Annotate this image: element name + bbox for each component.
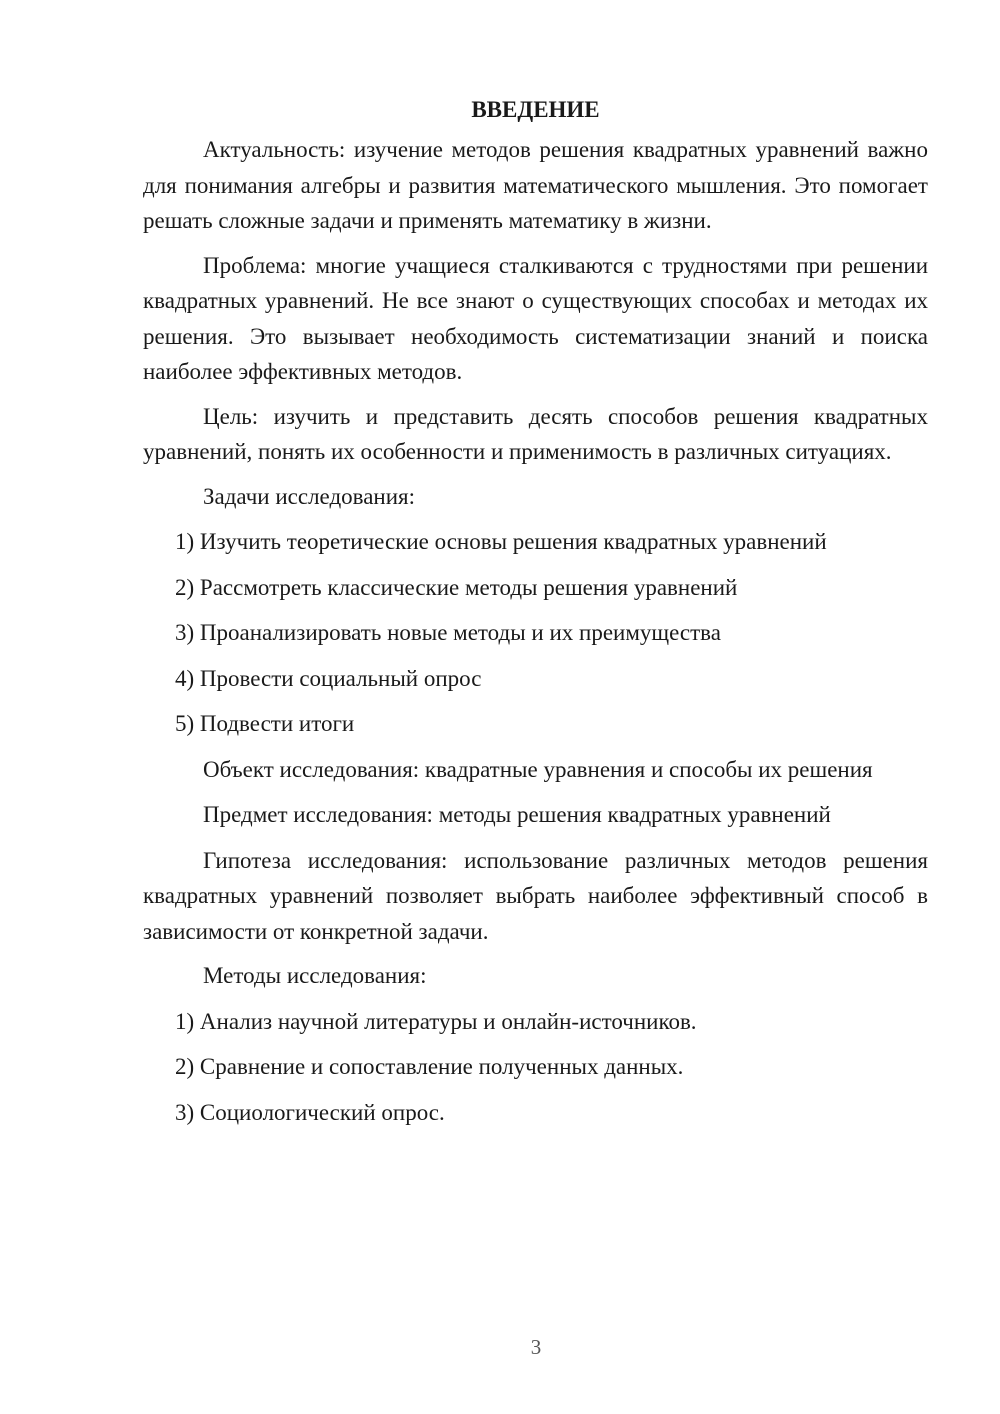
task-item-4: 4) Провести социальный опрос	[175, 665, 482, 691]
task-item-2: 2) Рассмотреть классические методы решения уравнений	[175, 574, 738, 600]
method-item-3: 3) Социологический опрос.	[175, 1099, 445, 1125]
problem-paragraph: Проблема: многие учащиеся сталкиваются с трудностями при решении квадратных уравнений. Не все знают о существующих способах и методах их решения. Это вызывает необходимость систематизации знаний и поиска наиболее эффективных методов.	[143, 252, 928, 384]
method-item-1: 1) Анализ научной литературы и онлайн-источников.	[175, 1008, 697, 1034]
hypothesis-paragraph: Гипотеза исследования: использование различных методов решения квадратных уравнений позволяет выбрать наиболее эффективный способ в зависимости от конкретной задачи.	[143, 847, 928, 944]
research-object: Объект исследования: квадратные уравнения и способы их решения	[203, 756, 873, 782]
research-subject: Предмет исследования: методы решения квадратных уравнений	[203, 802, 831, 827]
section-title: ВВЕДЕНИЕ	[471, 97, 600, 122]
goal-paragraph: Цель: изучить и представить десять способов решения квадратных уравнений, понять их особенности и применимость в различных ситуациях.	[143, 403, 928, 464]
task-item-1: 1) Изучить теоретические основы решения квадратных уравнений	[175, 529, 827, 554]
task-item-5: 5) Подвести итоги	[175, 711, 355, 736]
methods-heading: Методы исследования:	[203, 963, 427, 988]
method-item-2: 2) Сравнение и сопоставление полученных данных.	[175, 1054, 684, 1079]
page-number: 3	[530, 1335, 542, 1359]
document-body	[143, 92, 928, 1140]
task-item-3: 3) Проанализировать новые методы и их преимущества	[175, 620, 721, 645]
relevance-paragraph: Актуальность: изучение методов решения квадратных уравнений важно для понимания алгебры и развития математического мышления. Это помогает решать сложные задачи и применять математику в жизни.	[143, 137, 928, 233]
tasks-heading: Задачи исследования:	[203, 483, 416, 509]
